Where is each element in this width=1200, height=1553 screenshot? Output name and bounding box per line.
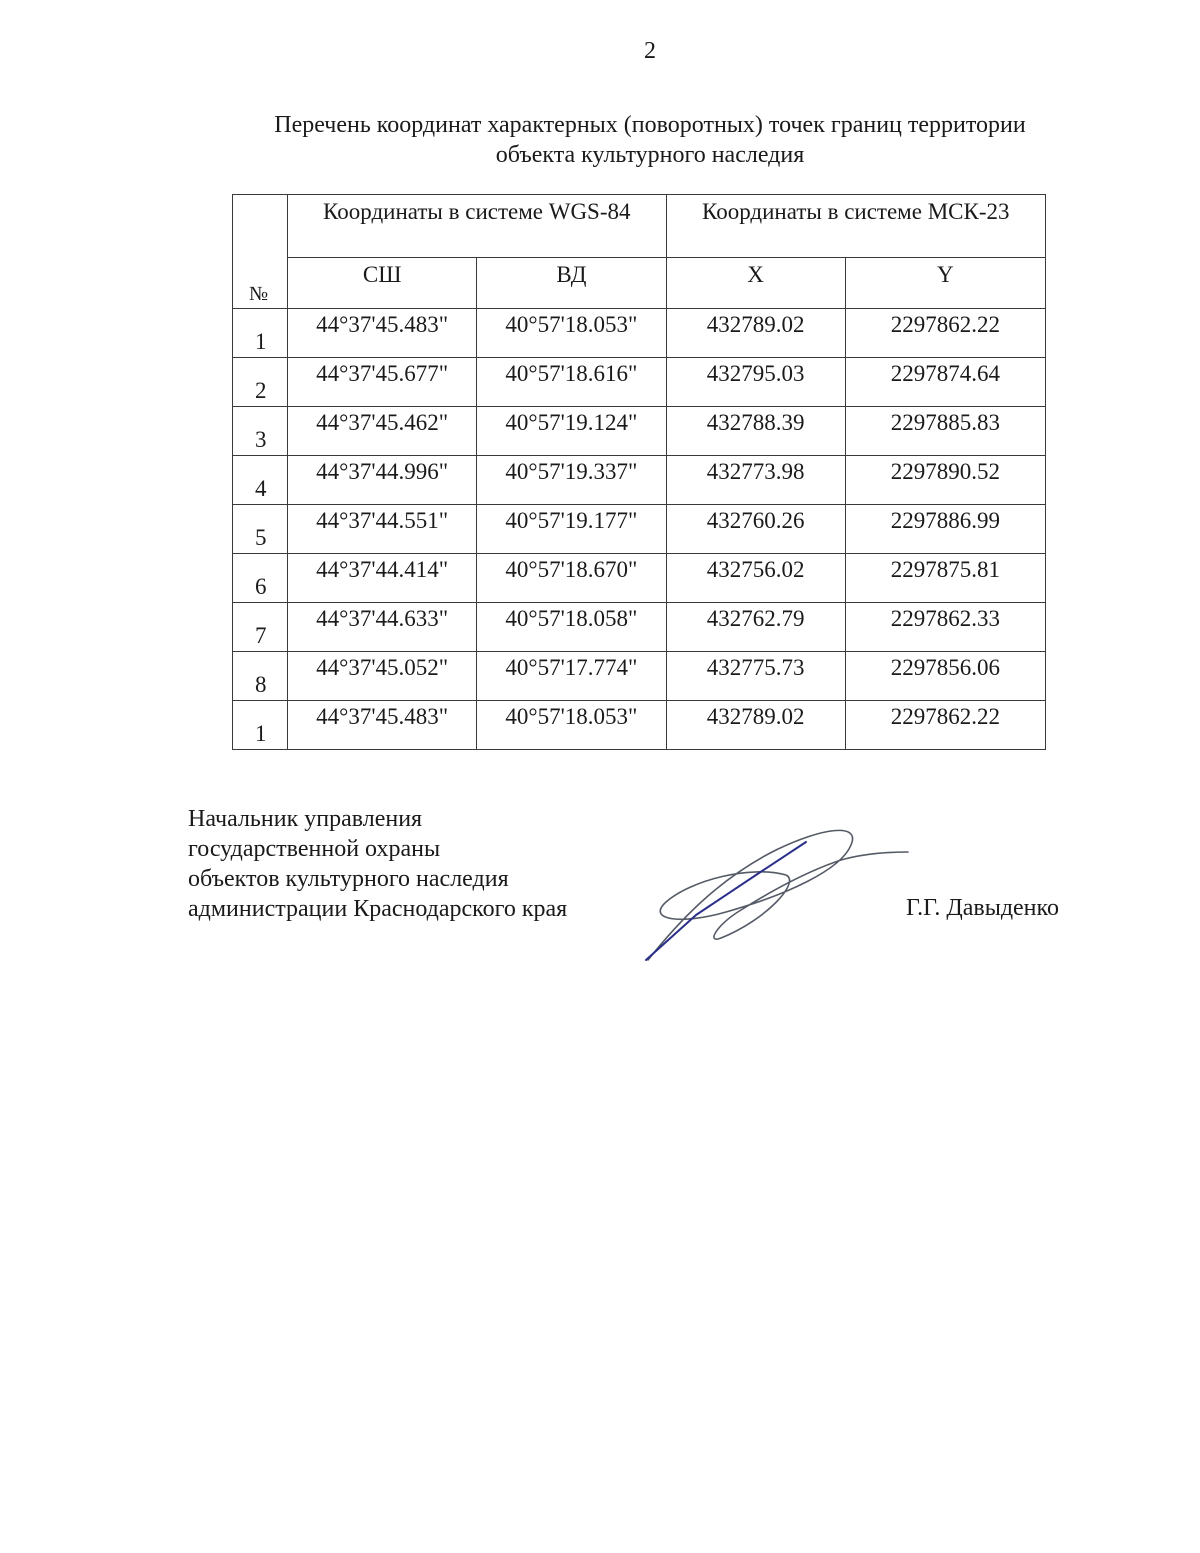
handwritten-signature [636,820,916,970]
row-number: 1 [233,701,288,750]
row-number: 2 [233,358,288,407]
header-y: Y [845,258,1045,309]
longitude-cell: 40°57'18.616" [477,358,666,407]
position-line: Начальник управления [188,806,423,832]
signature-strokes [646,830,908,960]
table-row [233,456,1046,505]
longitude-cell: 40°57'19.337" [477,456,666,505]
x-cell: 432775.73 [666,652,845,701]
page-number: 2 [644,38,656,64]
longitude-cell: 40°57'18.058" [477,603,666,652]
row-number: 7 [233,603,288,652]
latitude-cell: 44°37'45.483" [288,701,477,750]
x-cell: 432789.02 [666,309,845,358]
header-x: X [666,258,845,309]
table-row [233,652,1046,701]
table-row [233,603,1046,652]
longitude-cell: 40°57'18.670" [477,554,666,603]
table-row [233,358,1046,407]
row-number: 8 [233,652,288,701]
signatory-position [188,804,567,924]
longitude-cell: 40°57'18.053" [477,701,666,750]
header-number: № [233,195,288,309]
header-msk23-group: Координаты в системе МСК-23 [666,195,1046,258]
x-cell: 432789.02 [666,701,845,750]
signature-stroke [648,830,908,960]
signer-name: Г.Г. Давыденко [906,895,1059,921]
table-row [233,554,1046,603]
x-cell: 432795.03 [666,358,845,407]
longitude-cell: 40°57'17.774" [477,652,666,701]
header-wgs84-group: Координаты в системе WGS-84 [288,195,666,258]
y-cell: 2297862.33 [845,603,1045,652]
position-line: администрации Краснодарского края [188,896,568,922]
position-line: объектов культурного наследия [188,866,509,892]
title-line-1: Перечень координат характерных (поворотных) точек границ территории [274,112,1026,138]
latitude-cell: 44°37'45.483" [288,309,477,358]
position-line: государственной охраны [188,836,441,862]
table-row [233,407,1046,456]
header-longitude: ВД [477,258,666,309]
y-cell: 2297875.81 [845,554,1045,603]
x-cell: 432762.79 [666,603,845,652]
document-title [190,110,1110,170]
coordinates-table [232,194,1046,750]
table-row [233,309,1046,358]
y-cell: 2297862.22 [845,309,1045,358]
row-number: 1 [233,309,288,358]
y-cell: 2297885.83 [845,407,1045,456]
latitude-cell: 44°37'44.996" [288,456,477,505]
table-row [233,505,1046,554]
row-number: 5 [233,505,288,554]
latitude-cell: 44°37'44.414" [288,554,477,603]
latitude-cell: 44°37'45.052" [288,652,477,701]
table-row [233,701,1046,750]
x-cell: 432773.98 [666,456,845,505]
longitude-cell: 40°57'18.053" [477,309,666,358]
longitude-cell: 40°57'19.177" [477,505,666,554]
latitude-cell: 44°37'44.633" [288,603,477,652]
y-cell: 2297890.52 [845,456,1045,505]
y-cell: 2297856.06 [845,652,1045,701]
row-number: 6 [233,554,288,603]
row-number: 3 [233,407,288,456]
latitude-cell: 44°37'45.462" [288,407,477,456]
x-cell: 432756.02 [666,554,845,603]
header-latitude: СШ [288,258,477,309]
longitude-cell: 40°57'19.124" [477,407,666,456]
row-number: 4 [233,456,288,505]
y-cell: 2297886.99 [845,505,1045,554]
y-cell: 2297862.22 [845,701,1045,750]
x-cell: 432760.26 [666,505,845,554]
title-line-2: объекта культурного наследия [495,142,805,168]
latitude-cell: 44°37'44.551" [288,505,477,554]
latitude-cell: 44°37'45.677" [288,358,477,407]
x-cell: 432788.39 [666,407,845,456]
signature-ink-stroke [646,842,806,960]
y-cell: 2297874.64 [845,358,1045,407]
